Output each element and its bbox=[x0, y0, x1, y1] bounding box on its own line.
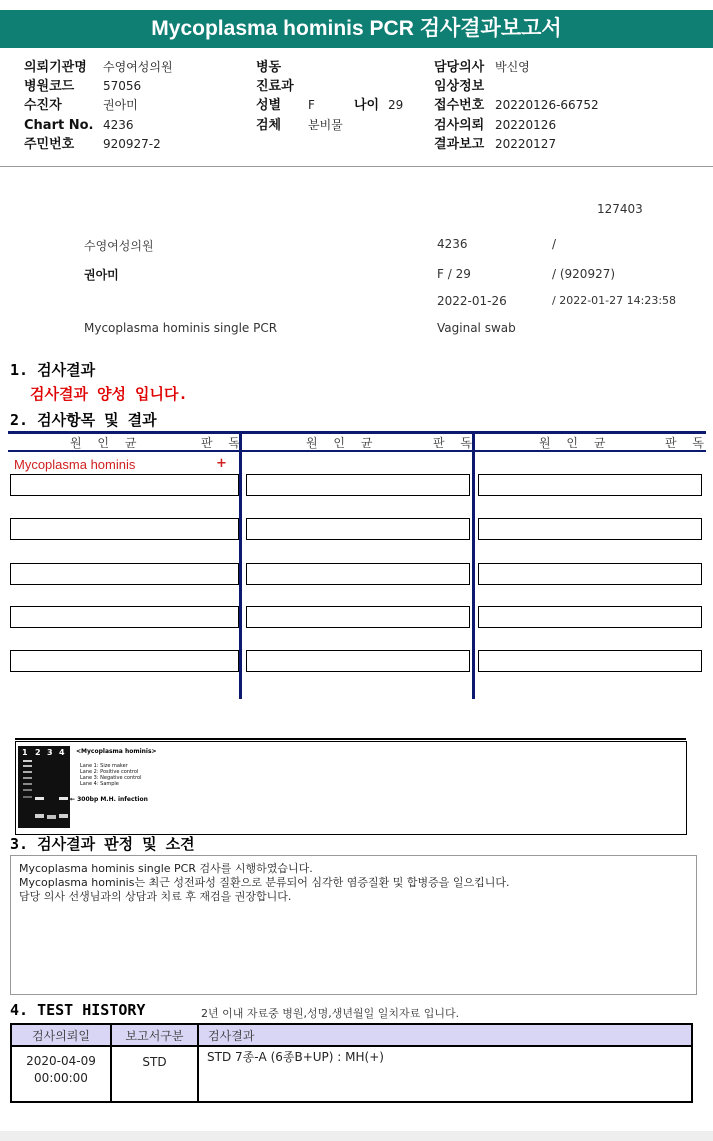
section2-title: 2. 검사항목 및 결과 bbox=[10, 411, 157, 429]
history-date: 2020-04-09 bbox=[26, 1054, 96, 1068]
report-datetime: / 2022-01-27 14:23:58 bbox=[552, 294, 677, 307]
header-left bbox=[24, 56, 173, 152]
gel-legend bbox=[80, 763, 142, 787]
label-patient: 수진자 bbox=[24, 98, 62, 113]
gel-top-line bbox=[15, 738, 686, 740]
report-chart: 4236 bbox=[437, 237, 468, 251]
value-doctor: 박신영 bbox=[495, 60, 530, 74]
empty-cell bbox=[478, 563, 702, 585]
value-specimen: 분비물 bbox=[308, 118, 343, 132]
empty-cell bbox=[246, 474, 470, 496]
label-department: 진료과 bbox=[256, 79, 294, 94]
gel-band-text: 300bp M.H. infection bbox=[77, 796, 148, 803]
gel-legend-2: Lane 2: Positive control bbox=[80, 769, 139, 775]
value-hospital: 수영여성의원 bbox=[103, 60, 173, 74]
empty-cell bbox=[246, 650, 470, 672]
col-judge-2: 판 독 bbox=[433, 436, 478, 450]
value-resident-no: 920927-2 bbox=[103, 137, 161, 151]
opinion-line-2: Mycoplasma hominis는 최근 성전파성 질환으로 분류되어 심각한 염증질환 및 합병증을 일으킵니다. bbox=[19, 876, 510, 889]
report-id: 127403 bbox=[597, 202, 643, 216]
gel-band-label bbox=[70, 796, 148, 803]
bottom-strip bbox=[0, 1131, 713, 1141]
label-age: 나이 bbox=[354, 98, 380, 113]
gel-lane-4: 4 bbox=[59, 748, 65, 757]
value-chart-no: 4236 bbox=[103, 118, 134, 132]
organism-name: Mycoplasma hominis bbox=[14, 457, 136, 472]
report-test-name: Mycoplasma hominis single PCR bbox=[84, 321, 278, 335]
report-specimen: Vaginal swab bbox=[437, 321, 516, 335]
gel-lane-2: 2 bbox=[35, 748, 41, 757]
history-head-date: 검사의뢰일 bbox=[32, 1029, 90, 1043]
section4-title: 4. TEST HISTORY bbox=[10, 1001, 146, 1019]
value-request-date: 20220126 bbox=[495, 118, 557, 132]
label-specimen: 검체 bbox=[256, 118, 282, 133]
value-sex: F bbox=[308, 98, 315, 112]
column-divider-2 bbox=[472, 431, 475, 699]
empty-cell bbox=[478, 606, 702, 628]
empty-cell bbox=[246, 606, 470, 628]
gel-panel bbox=[15, 741, 687, 835]
report-patient: 권아미 bbox=[84, 268, 119, 282]
history-table bbox=[10, 1023, 693, 1103]
label-hospital: 의뢰기관명 bbox=[24, 60, 87, 75]
arrow-left-icon: ← bbox=[70, 796, 76, 803]
section3-title: 3. 검사결과 판정 및 소견 bbox=[10, 835, 195, 853]
col-judge-1: 판 독 bbox=[201, 436, 246, 450]
section1-title: 1. 검사결과 bbox=[10, 361, 96, 379]
history-cell-result: STD 7종-A (6종B+UP) : MH(+) bbox=[207, 1050, 384, 1064]
column-divider-1 bbox=[239, 431, 242, 699]
history-head-type: 보고서구분 bbox=[125, 1029, 184, 1043]
gel-bands bbox=[18, 746, 70, 828]
opinion-line-1: Mycoplasma hominis single PCR 검사를 시행하였습니다. bbox=[19, 862, 313, 875]
history-note: 2년 이내 자료중 병원,성명,생년월일 일치자료 입니다. bbox=[201, 1007, 460, 1020]
empty-cell bbox=[246, 518, 470, 540]
organism-result: + bbox=[216, 456, 227, 471]
empty-cell bbox=[478, 474, 702, 496]
col-organism-1: 원 인 균 bbox=[70, 436, 143, 450]
gel-image bbox=[18, 746, 70, 828]
label-doctor: 담당의사 bbox=[434, 60, 485, 75]
value-hospital-code: 57056 bbox=[103, 79, 142, 93]
empty-cell bbox=[10, 606, 239, 628]
label-request-date: 검사의뢰 bbox=[434, 118, 485, 133]
gel-legend-3: Lane 3: Negative control bbox=[80, 775, 142, 781]
history-time: 00:00:00 bbox=[34, 1071, 88, 1085]
col-judge-3: 판 독 bbox=[665, 436, 710, 450]
label-clinical-info: 임상정보 bbox=[434, 79, 485, 94]
result-summary: 검사결과 양성 입니다. bbox=[30, 385, 188, 403]
history-cell-date bbox=[12, 1053, 110, 1087]
empty-cell bbox=[478, 518, 702, 540]
label-resident-no: 주민번호 bbox=[24, 137, 75, 152]
opinion-box bbox=[10, 855, 697, 995]
label-report-date: 결과보고 bbox=[434, 137, 485, 152]
report-title: Mycoplasma hominis PCR 검사결과보고서 bbox=[0, 10, 713, 48]
header-right bbox=[434, 56, 599, 152]
empty-cell bbox=[10, 650, 239, 672]
history-cell-type: STD bbox=[142, 1055, 167, 1069]
label-hospital-code: 병원코드 bbox=[24, 79, 75, 94]
report-birth: / (920927) bbox=[552, 267, 616, 281]
empty-cell bbox=[10, 563, 239, 585]
empty-cell bbox=[10, 474, 239, 496]
report-request-date: 2022-01-26 bbox=[437, 294, 507, 308]
empty-cell bbox=[478, 650, 702, 672]
gel-title: <Mycoplasma hominis> bbox=[76, 748, 157, 755]
report-hospital: 수영여성의원 bbox=[84, 239, 154, 253]
gel-lane-1: 1 bbox=[22, 748, 28, 757]
value-age: 29 bbox=[388, 98, 404, 112]
value-report-date: 20220127 bbox=[495, 137, 557, 151]
value-patient: 권아미 bbox=[103, 98, 138, 112]
empty-cell bbox=[10, 518, 239, 540]
label-ward: 병동 bbox=[256, 60, 282, 75]
history-col-line-2 bbox=[197, 1025, 199, 1101]
col-organism-2: 원 인 균 bbox=[306, 436, 379, 450]
empty-cell bbox=[246, 563, 470, 585]
header-mid bbox=[256, 56, 403, 133]
gel-lane-3: 3 bbox=[47, 748, 53, 757]
label-receipt-no: 접수번호 bbox=[434, 98, 485, 113]
label-chart-no: Chart No. bbox=[24, 118, 94, 133]
history-head-result: 검사결과 bbox=[208, 1029, 255, 1043]
value-receipt-no: 20220126-66752 bbox=[495, 98, 599, 112]
gel-legend-1: Lane 1: Size maker bbox=[80, 763, 128, 769]
report-sex-age: F / 29 bbox=[437, 267, 471, 281]
opinion-line-3: 담당 의사 선생님과의 상담과 치료 후 재검을 권장합니다. bbox=[19, 890, 292, 903]
gel-legend-4: Lane 4: Sample bbox=[80, 781, 119, 787]
col-organism-3: 원 인 균 bbox=[539, 436, 612, 450]
report-slash: / bbox=[552, 237, 557, 251]
label-sex: 성별 bbox=[256, 98, 282, 113]
